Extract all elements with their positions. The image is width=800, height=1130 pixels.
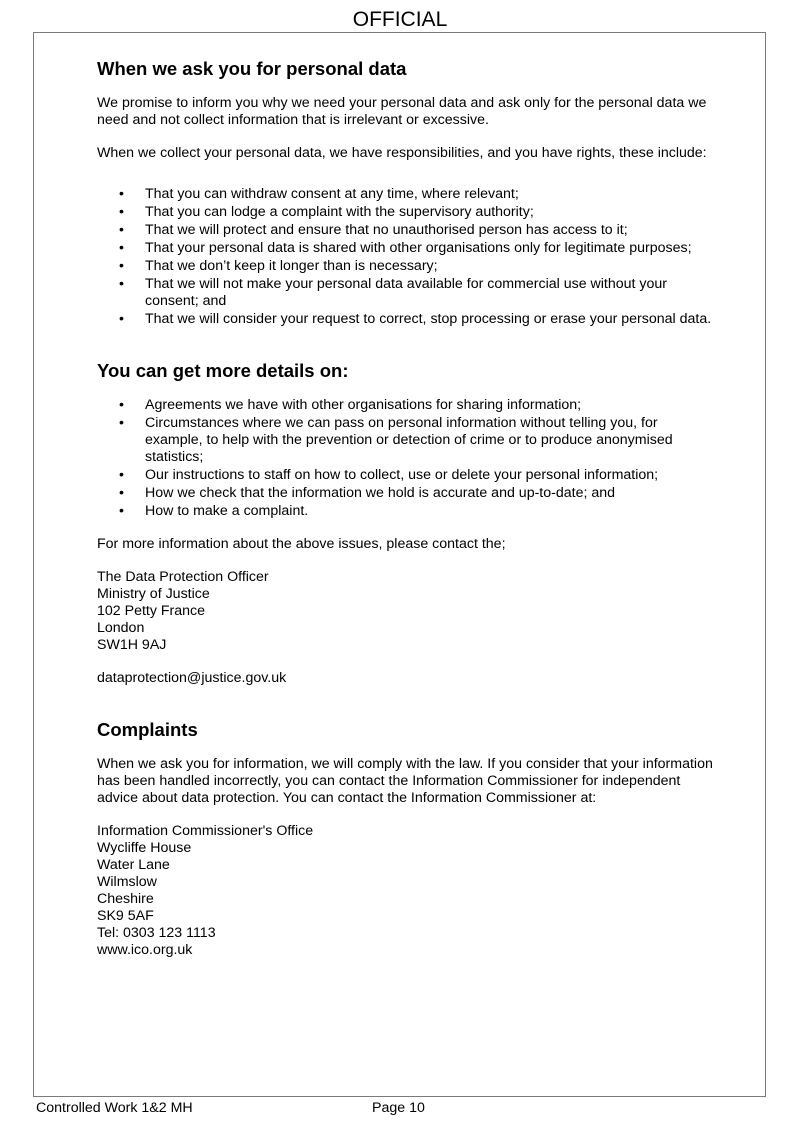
paragraph-inform: We promise to inform you why we need your personal data and ask only for the personal data we need and not collect information that is irrelevant or excessive. xyxy=(97,95,707,128)
list-item: • Agreements we have with other organisations for sharing information; xyxy=(97,397,717,414)
list-item: • How to make a complaint. xyxy=(97,503,717,520)
address-line: www.ico.org.uk xyxy=(97,942,193,958)
details-list xyxy=(97,397,717,520)
list-item: • That we don’t keep it longer than is necessary; xyxy=(97,258,717,275)
footer-page-number: Page 10 xyxy=(372,1100,425,1116)
dpo-email: dataprotection@justice.gov.uk xyxy=(97,670,287,686)
section-heading-more-details: You can get more details on: xyxy=(97,360,349,381)
paragraph-responsibilities: When we collect your personal data, we have responsibilities, and you have rights, these include: xyxy=(97,145,707,161)
address-line: Information Commissioner's Office xyxy=(97,823,314,839)
ico-address xyxy=(97,823,717,959)
list-item: • That we will not make your personal data available for commercial use without your consent; and xyxy=(97,276,717,310)
address-line: Wilmslow xyxy=(97,874,157,890)
address-line: Wycliffe House xyxy=(97,840,192,856)
list-item: • That we will consider your request to correct, stop processing or erase your personal data. xyxy=(97,311,717,328)
list-item: • That you can lodge a complaint with the supervisory authority; xyxy=(97,204,717,221)
paragraph-complaints: When we ask you for information, we will comply with the law. If you consider that your information has been handled incorrectly, you can contact the Information Commissioner for independent advice about data protection. You can contact the Information Commissioner at: xyxy=(97,756,713,806)
dpo-address xyxy=(97,569,717,654)
address-line: The Data Protection Officer xyxy=(97,569,269,585)
list-item: • That we will protect and ensure that no unauthorised person has access to it; xyxy=(97,222,717,239)
page-content xyxy=(97,58,717,959)
rights-list xyxy=(97,186,717,328)
security-marking: OFFICIAL xyxy=(352,8,448,31)
address-line: Tel: 0303 123 1113 xyxy=(97,925,216,941)
address-line: Cheshire xyxy=(97,891,154,907)
section-heading-complaints: Complaints xyxy=(97,719,198,740)
list-item: • That your personal data is shared with other organisations only for legitimate purposes; xyxy=(97,240,717,257)
list-item: • Our instructions to staff on how to collect, use or delete your personal information; xyxy=(97,467,717,484)
address-line: Ministry of Justice xyxy=(97,586,210,602)
address-line: SW1H 9AJ xyxy=(97,637,167,653)
address-line: 102 Petty France xyxy=(97,603,206,619)
address-line: SK9 5AF xyxy=(97,908,154,924)
section-heading-personal-data: When we ask you for personal data xyxy=(97,58,407,79)
list-item: • That you can withdraw consent at any time, where relevant; xyxy=(97,186,717,203)
list-item: • How we check that the information we hold is accurate and up-to-date; and xyxy=(97,485,717,502)
footer-document-title: Controlled Work 1&2 MH xyxy=(36,1100,193,1116)
list-item: • Circumstances where we can pass on personal information without telling you, for example, to help with the prevention or detection of crime or to produce anonymised statistics; xyxy=(97,415,717,466)
address-line: London xyxy=(97,620,145,636)
address-line: Water Lane xyxy=(97,857,170,873)
paragraph-contact-intro: For more information about the above issues, please contact the; xyxy=(97,536,506,552)
